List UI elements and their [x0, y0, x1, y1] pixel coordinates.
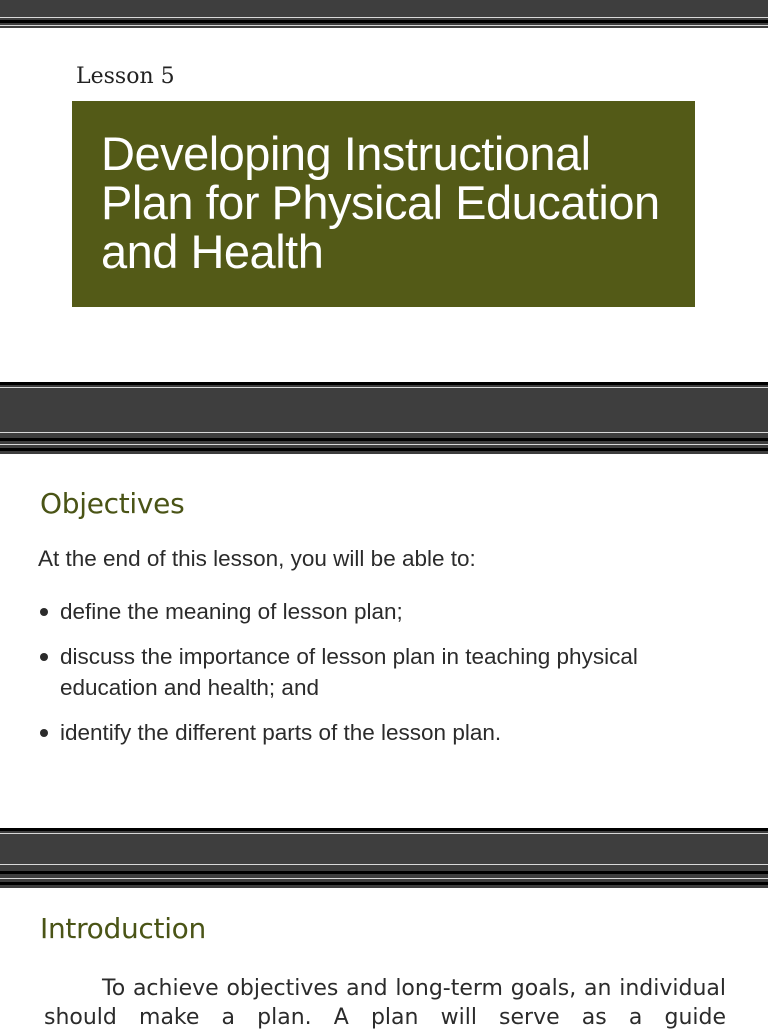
- slide-separator-1: [0, 382, 768, 454]
- bullet-icon: [40, 653, 48, 661]
- title-box: [72, 101, 695, 307]
- bullet-icon: [40, 729, 48, 737]
- introduction-paragraph: To achieve objectives and long-term goals, an individual should make a plan. A plan will serve as a guide: [44, 976, 726, 1030]
- lesson-label: Lesson 5: [76, 64, 175, 89]
- objectives-list: [38, 596, 738, 762]
- objectives-heading: Objectives: [40, 487, 185, 520]
- list-item: discuss the importance of lesson plan in teaching physical education and health; and: [38, 641, 738, 703]
- lesson-title: Developing Instructional Plan for Physical Education and Health: [101, 127, 660, 278]
- bullet-icon: [40, 608, 48, 616]
- list-item: define the meaning of lesson plan;: [38, 596, 738, 627]
- objectives-intro: At the end of this lesson, you will be able to:: [38, 546, 476, 571]
- list-item: identify the different parts of the lesson plan.: [38, 717, 738, 748]
- top-separator-band: [0, 0, 768, 28]
- introduction-heading: Introduction: [40, 912, 206, 945]
- slide-separator-2: [0, 828, 768, 888]
